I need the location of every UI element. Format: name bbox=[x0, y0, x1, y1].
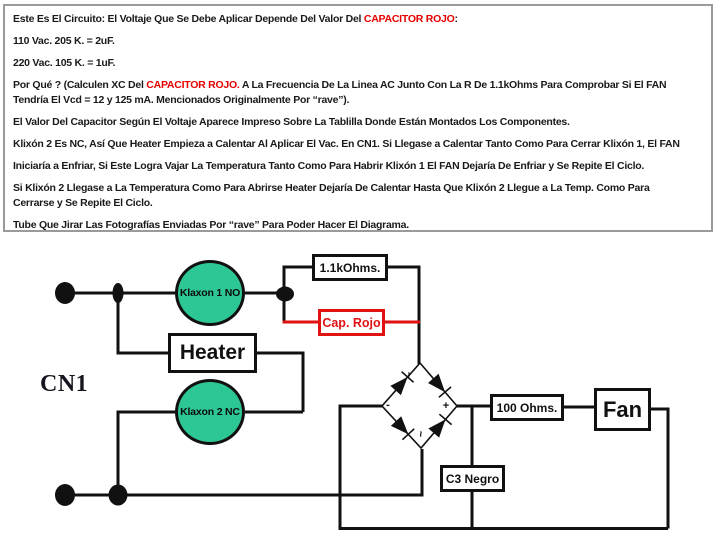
cap-rojo-box bbox=[318, 309, 385, 336]
resistor-1k1-box bbox=[312, 254, 388, 281]
c3-negro-box bbox=[440, 465, 505, 492]
klaxon2-label: Klaxon 2 NC bbox=[180, 406, 240, 418]
cn1-terminal-bottom bbox=[55, 484, 75, 506]
paragraph: Klixón 2 Es NC, Así Que Heater Empieza a Calentar Al Aplicar El Vac. En CN1. Si Llegase a Calentar Tanto Como Para Cerrar Klixón 1, El FAN bbox=[13, 138, 680, 150]
junction-top bbox=[113, 283, 124, 303]
klaxon2-switch bbox=[175, 379, 245, 445]
paragraph: 110 Vac. 205 K. = 2uF. bbox=[13, 35, 115, 47]
bridge-plus-label: + bbox=[442, 400, 450, 412]
c3-negro-label: C3 Negro bbox=[445, 471, 500, 486]
description-panel bbox=[3, 4, 713, 232]
bridge-ac-bottom-label: ~ bbox=[414, 430, 426, 438]
bridge-minus-label: - bbox=[386, 399, 390, 411]
bridge-rectifier bbox=[382, 363, 457, 448]
resistor-1k1-label: 1.1kOhms. bbox=[319, 260, 381, 275]
resistor-100-label: 100 Ohms. bbox=[496, 400, 558, 415]
heater-label: Heater bbox=[179, 341, 246, 364]
wires bbox=[65, 267, 668, 529]
paragraph: Tube Que Jirar Las Fotografías Enviadas Por “rave” Para Poder Hacer El Diagrama. bbox=[13, 219, 409, 231]
cap-rojo-label: Cap. Rojo bbox=[322, 315, 381, 330]
description-paragraphs bbox=[13, 12, 703, 232]
fan-label: Fan bbox=[602, 396, 643, 422]
connection-dots bbox=[55, 282, 294, 506]
paragraph: El Valor Del Capacitor Según El Voltaje Aparece Impreso Sobre La Tablilla Donde Están Montados Los Componentes. bbox=[13, 116, 570, 128]
heater-box bbox=[168, 333, 257, 373]
paragraph: Iniciaría a Enfriar, Si Este Logra Vajar La Temperatura Tanto Como Para Habrir Klixón 1 El FAN Dejaría De Enfriar y Se Repite El Ciclo. bbox=[13, 160, 645, 172]
junction-right bbox=[276, 287, 294, 302]
klaxon1-label: Klaxon 1 NO bbox=[179, 287, 241, 299]
fan-box bbox=[594, 388, 651, 431]
cn1-label: CN1 bbox=[40, 371, 89, 397]
resistor-100-box bbox=[490, 394, 564, 421]
paragraph: 220 Vac. 105 K. = 1uF. bbox=[13, 57, 116, 69]
junction-bottom bbox=[109, 485, 128, 506]
cn1-terminal-top bbox=[55, 282, 75, 304]
bridge-ac-top-label: ~ bbox=[402, 371, 414, 379]
klaxon1-switch bbox=[175, 260, 245, 326]
circuit-diagram bbox=[0, 232, 720, 541]
paragraph: Este Es El Circuito: El Voltaje Que Se Debe Aplicar Depende Del Valor Del CAPACITOR ROJO: bbox=[13, 13, 458, 25]
paragraph: Si Klixón 2 Llegase a La Temperatura Como Para Abrirse Heater Dejaría De Calentar Hasta Que Klixón 2 Llegue a La Temp. Como Para Cerrarse y Se Repite El Ciclo. bbox=[13, 182, 650, 209]
paragraph: Por Qué ? (Calculen XC Del CAPACITOR ROJO. A La Frecuencia De La Linea AC Junto Con La R De 1.1kOhms Para Comprobar Si El FAN Tendría El Vcd = 12 y 125 mA. Mencionados Originalmente Por “rave”). bbox=[13, 79, 667, 106]
